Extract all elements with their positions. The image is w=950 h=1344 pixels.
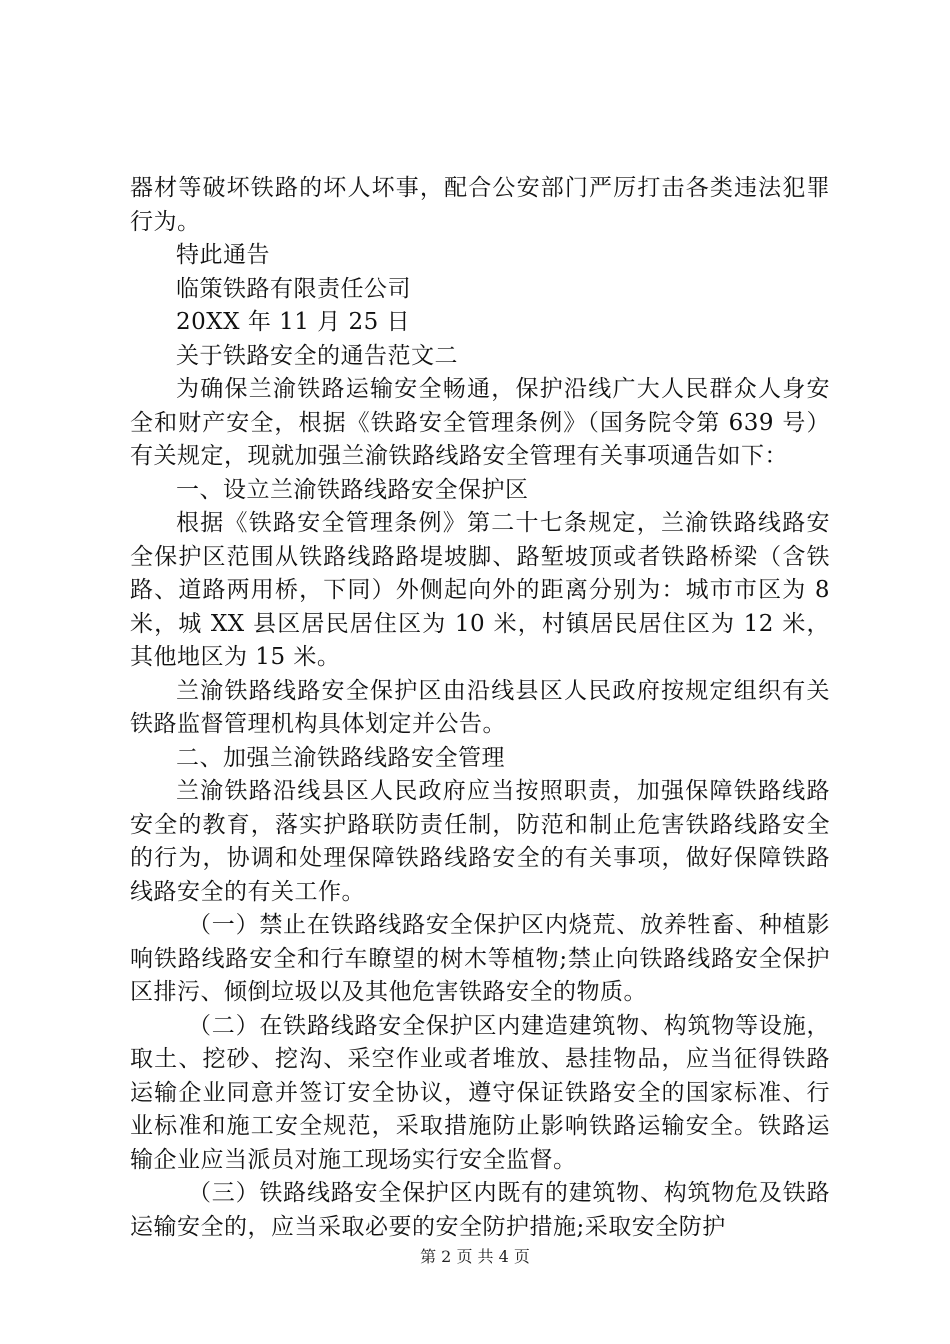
paragraph: 关于铁路安全的通告范文二: [176, 342, 458, 369]
document-body: [130, 172, 830, 1244]
page-footer: 第 2 页 共 4 页: [420, 1247, 530, 1266]
paragraph: 临策铁路有限责任公司: [176, 275, 411, 302]
paragraph: 一、设立兰渝铁路线路安全保护区: [176, 476, 529, 503]
paragraph: 二、加强兰渝铁路线路安全管理: [176, 744, 505, 771]
paragraph: （三）铁路线路安全保护区内既有的建筑物、构筑物危及铁路运输安全的，应当采取必要的安全防护措施;采取安全防护: [130, 1180, 830, 1240]
paragraph: 为确保兰渝铁路运输安全畅通，保护沿线广大人民群众人身安全和财产安全，根据《铁路安全管理条例》（国务院令第 639 号）有关规定，现就加强兰渝铁路线路安全管理有关事项通告如下：: [130, 376, 830, 469]
paragraph: 兰渝铁路线路安全保护区由沿线县区人民政府按规定组织有关铁路监督管理机构具体划定并公告。: [130, 677, 830, 737]
paragraph: （一）禁止在铁路线路安全保护区内烧荒、放养牲畜、种植影响铁路线路安全和行车瞭望的树木等植物;禁止向铁路线路安全保护区排污、倾倒垃圾以及其他危害铁路安全的物质。: [130, 912, 830, 1005]
paragraph: 兰渝铁路沿线县区人民政府应当按照职责，加强保障铁路线路安全的教育，落实护路联防责任制，防范和制止危害铁路线路安全的行为，协调和处理保障铁路线路安全的有关事项，做好保障铁路线路安全的有关工作。: [130, 778, 830, 905]
paragraph: （二）在铁路线路安全保护区内建造建筑物、构筑物等设施，取土、挖砂、挖沟、采空作业或者堆放、悬挂物品，应当征得铁路运输企业同意并签订安全协议，遵守保证铁路安全的国家标准、行业标准和施工安全规范，采取措施防止影响铁路运输安全。铁路运输企业应当派员对施工现场实行安全监督。: [130, 1012, 830, 1173]
paragraph: 根据《铁路安全管理条例》第二十七条规定，兰渝铁路线路安全保护区范围从铁路线路路堤坡脚、路堑坡顶或者铁路桥梁（含铁路、道路两用桥，下同）外侧起向外的距离分别为：城市市区为 8 米，城 XX 县区居民居住区为 10 米，村镇居民居住区为 12 米，其他地区为 15 米。: [130, 510, 830, 670]
paragraph: 20XX 年 11 月 25 日: [176, 309, 411, 335]
paragraph: 器材等破坏铁路的坏人坏事，配合公安部门严厉打击各类违法犯罪行为。: [130, 175, 830, 235]
paragraph: 特此通告: [176, 242, 270, 268]
